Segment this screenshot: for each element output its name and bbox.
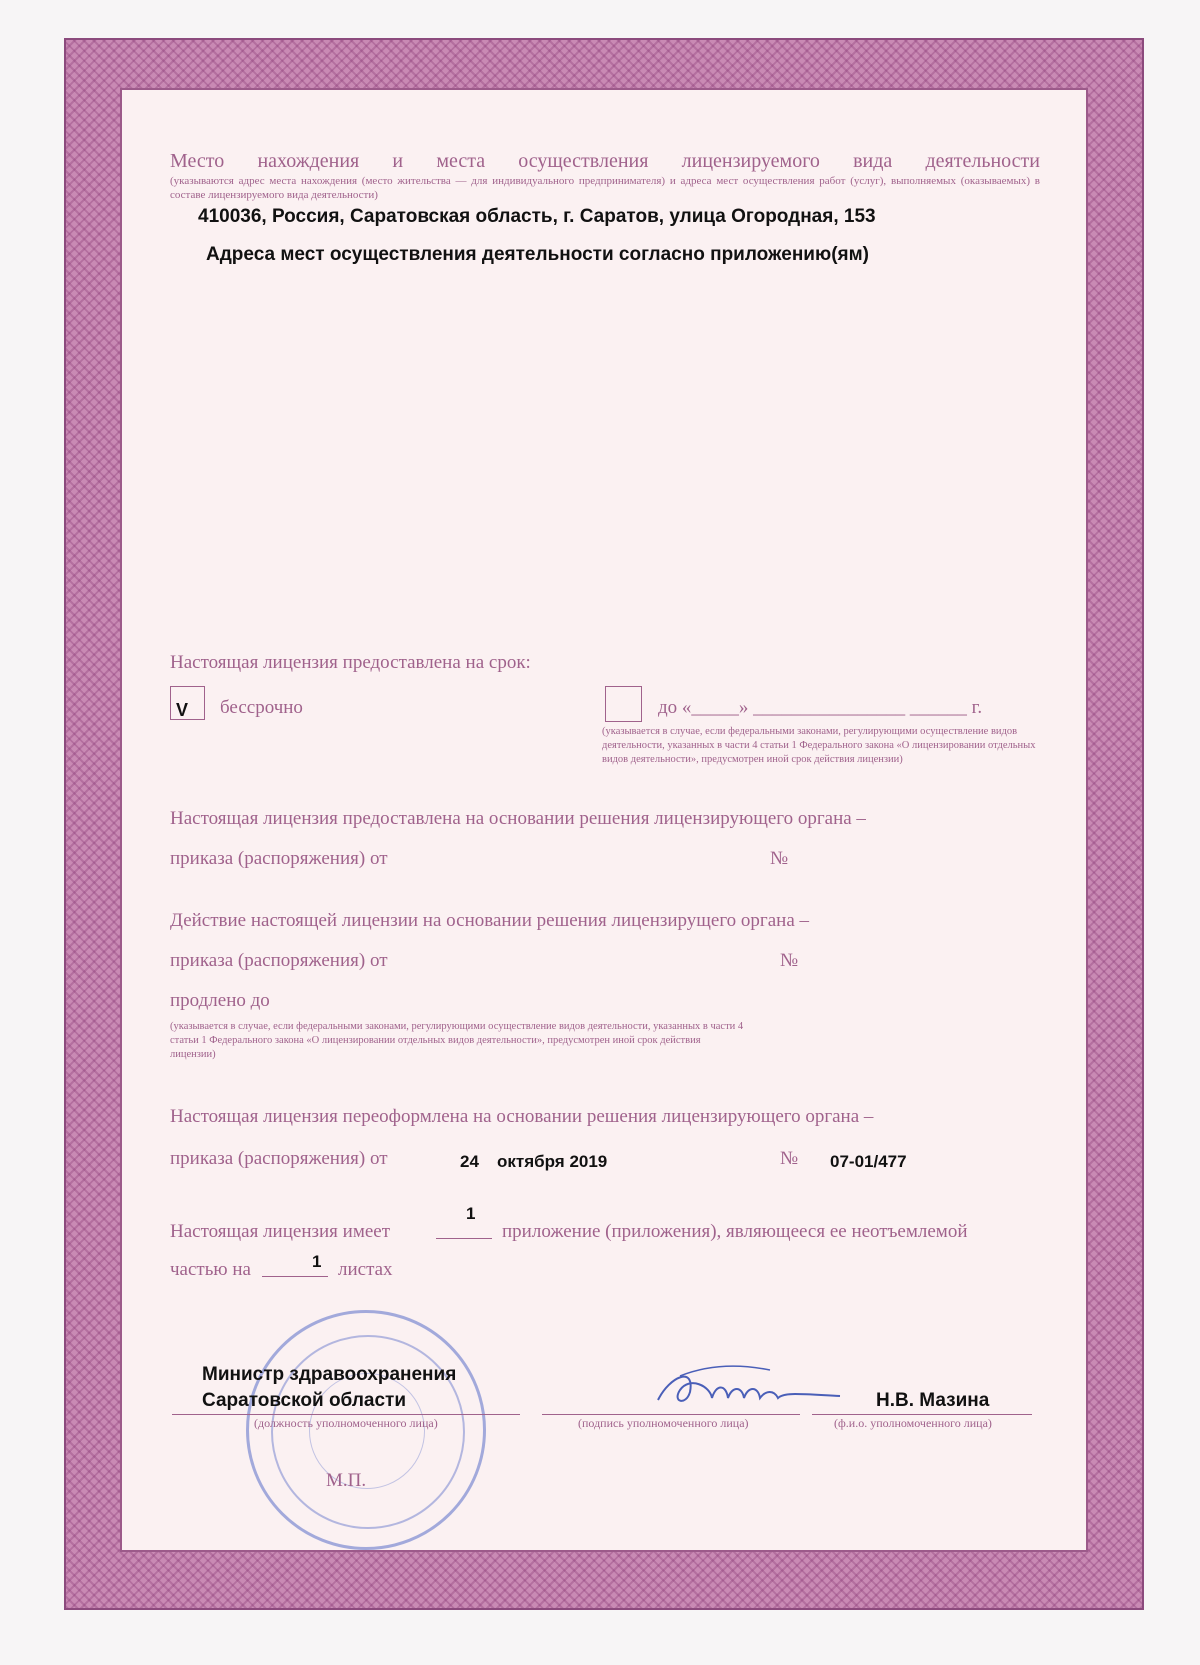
signature-caption: (подпись уполномоченного лица) bbox=[578, 1416, 749, 1430]
reissue-number: 07-01/477 bbox=[830, 1152, 907, 1171]
extended-until-label: продлено до bbox=[170, 990, 270, 1011]
addresses-note: Адреса мест осуществления деятельности согласно приложению(ям) bbox=[206, 244, 869, 265]
reissue-month-year: октября 2019 bbox=[497, 1152, 608, 1171]
basis-order-label: приказа (распоряжения) от bbox=[170, 848, 388, 869]
extension-note: (указывается в случае, если федеральными законами, регулирующими осуществление видов деятельности, указанных в части 4 статьи 1 Федерального закона «О лицензировании отдельных видов деятельности», предусмотрен иной срок действия лицензии) bbox=[170, 1021, 744, 1060]
address: 410036, Россия, Саратовская область, г. Саратов, улица Огородная, 153 bbox=[198, 206, 876, 227]
location-note: (указываются адрес места нахождения (место жительства — для индивидуального предпринимателя) и адреса мест осуществления работ (услуг), выполняемых (оказываемых) в составе лицензируемого вида деятельности) bbox=[170, 175, 1040, 201]
reissue-heading: Настоящая лицензия переоформлена на основании решения лицензирующего органа – bbox=[170, 1106, 874, 1127]
term-heading: Настоящая лицензия предоставлена на срок: bbox=[170, 652, 531, 673]
indefinite-check-mark: V bbox=[176, 700, 189, 720]
name-line bbox=[812, 1414, 1032, 1415]
until-checkbox[interactable] bbox=[605, 686, 642, 722]
extension-heading: Действие настоящей лицензии на основании решения лицензирущего органа – bbox=[170, 910, 810, 931]
annex-text-before: Настоящая лицензия имеет bbox=[170, 1221, 391, 1242]
signatory-name: Н.В. Мазина bbox=[876, 1390, 990, 1411]
signature bbox=[650, 1356, 860, 1416]
annex-sheets-line bbox=[262, 1276, 328, 1277]
reissue-order-label: приказа (распоряжения) от bbox=[170, 1148, 388, 1169]
basis-heading: Настоящая лицензия предоставлена на основании решения лицензирующего органа – bbox=[170, 808, 866, 829]
location-heading: Место нахождения и места осуществления лицензируемого вида деятельности bbox=[170, 150, 1040, 172]
official-seal bbox=[246, 1310, 486, 1550]
annex-part-label: частью на bbox=[170, 1259, 251, 1280]
name-caption: (ф.и.о. уполномоченного лица) bbox=[834, 1416, 992, 1430]
reissue-day: 24 bbox=[460, 1152, 479, 1171]
position-line2: Саратовской области bbox=[202, 1390, 407, 1411]
extension-order-label: приказа (распоряжения) от bbox=[170, 950, 388, 971]
annex-text-after: приложение (приложения), являющееся ее неотъемлемой bbox=[502, 1221, 968, 1242]
extension-number-label: № bbox=[780, 950, 799, 971]
until-label: до «_____» ________________ ______ г. bbox=[658, 697, 983, 718]
position-caption: (должность уполномоченного лица) bbox=[254, 1416, 438, 1430]
seal-label: М.П. bbox=[326, 1470, 367, 1491]
reissue-number-label: № bbox=[780, 1148, 799, 1169]
annex-count-line bbox=[436, 1238, 492, 1239]
position-line bbox=[172, 1414, 520, 1415]
indefinite-label: бессрочно bbox=[220, 697, 303, 718]
annex-sheets: 1 bbox=[312, 1252, 322, 1271]
basis-number-label: № bbox=[770, 848, 789, 869]
annex-sheets-label: листах bbox=[338, 1259, 393, 1280]
until-note: (указывается в случае, если федеральными законами, регулирующими осуществление видов деятельности, указанных в части 4 статьи 1 Федерального закона «О лицензировании отдельных видов деятельности», предусмотрен иной срок действия лицензии) bbox=[602, 726, 1036, 765]
position-line1: Министр здравоохранения bbox=[202, 1364, 457, 1385]
signature-line bbox=[542, 1414, 800, 1415]
annex-count: 1 bbox=[466, 1204, 476, 1223]
